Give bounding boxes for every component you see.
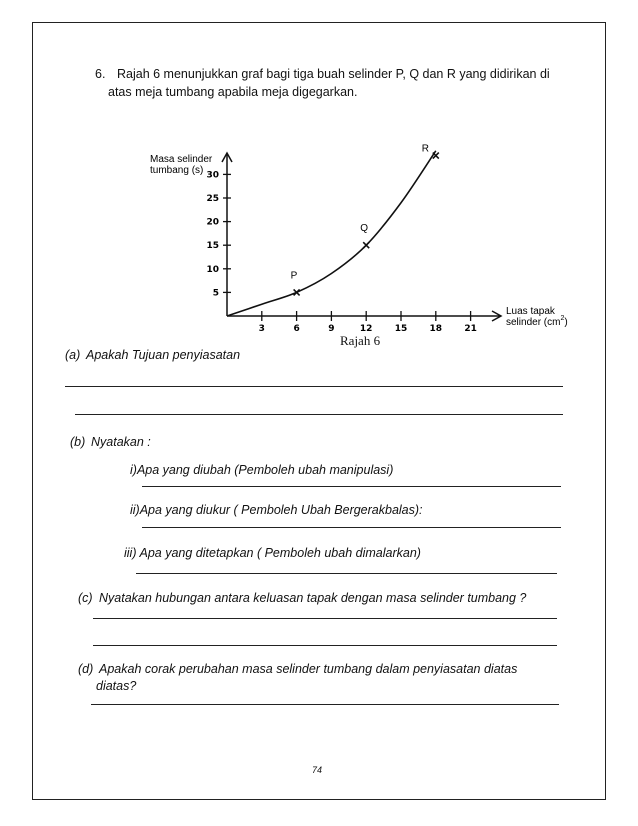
y-tick-label: 5 <box>212 288 219 299</box>
question-number: 6. <box>95 67 106 81</box>
graph-rajah-6 <box>0 0 638 360</box>
x-tick-label: 18 <box>429 324 443 334</box>
x-tick-label: 3 <box>258 324 265 334</box>
y-tick-label: 30 <box>206 170 219 181</box>
x-axis-label-line2: selinder $(cm^2)$ <box>506 315 568 328</box>
y-axis-label-line2: tumbang (s) <box>150 165 204 176</box>
part-b-i: i)Apa yang diubah (Pemboleh ubah manipulasi) <box>130 463 394 477</box>
x-tick-label: 21 <box>464 324 477 334</box>
answer-line-b-ii <box>142 527 561 528</box>
answer-line-a1 <box>65 386 563 387</box>
y-tick-label: 15 <box>206 241 219 252</box>
answer-line-a2 <box>75 414 563 415</box>
point-marker-q <box>363 242 369 248</box>
figure-caption: Rajah 6 <box>340 333 381 348</box>
part-b-iii: iii) Apa yang ditetapkan ( Pemboleh ubah dimalarkan) <box>124 546 421 560</box>
x-tick-label: 6 <box>293 324 300 334</box>
point-label-r: R <box>421 143 430 155</box>
point-label-q: Q <box>360 223 368 235</box>
question-text-line2: atas meja tumbang apabila meja digegarkan. <box>108 85 358 99</box>
x-tick-label: 15 <box>394 324 408 334</box>
part-d-text-line2: diatas? <box>96 679 137 693</box>
answer-line-b-iii <box>136 573 557 574</box>
y-tick-label: 10 <box>206 264 219 275</box>
point-marker-p <box>294 289 300 295</box>
part-d-label: (d) <box>78 662 94 676</box>
part-b-ii: ii)Apa yang diukur ( Pemboleh Ubah Bergerakbalas): <box>130 503 423 517</box>
answer-line-c2 <box>93 645 557 646</box>
page-number: 74 <box>312 765 323 775</box>
x-tick-label: 9 <box>328 324 335 334</box>
answer-line-d <box>91 704 559 705</box>
answer-line-c1 <box>93 618 557 619</box>
point-marker-r <box>433 153 439 159</box>
x-axis-label-line1: Luas tapak <box>506 306 555 317</box>
part-a-label: (a) <box>65 348 81 362</box>
part-c-label: (c) <box>78 591 93 605</box>
y-axis-label-line1: Masa selinder <box>150 154 213 165</box>
data-curve <box>227 151 436 316</box>
part-a-text: Apakah Tujuan penyiasatan <box>86 348 241 362</box>
y-tick-label: 20 <box>206 217 219 228</box>
part-d-text-line1: Apakah corak perubahan masa selinder tumbang dalam penyiasatan diatas <box>99 662 518 676</box>
y-tick-label: 25 <box>206 194 219 204</box>
part-b-label: (b) <box>70 435 86 449</box>
answer-line-b-i <box>142 486 561 487</box>
x-tick-label: 12 <box>359 324 373 334</box>
question-text-line1: Rajah 6 menunjukkan graf bagi tiga buah selinder P, Q dan R yang didirikan di <box>117 67 550 81</box>
point-label-p: P <box>290 270 298 282</box>
part-c-text: Nyatakan hubungan antara keluasan tapak dengan masa selinder tumbang ? <box>99 591 527 605</box>
part-b-text: Nyatakan : <box>91 435 151 449</box>
